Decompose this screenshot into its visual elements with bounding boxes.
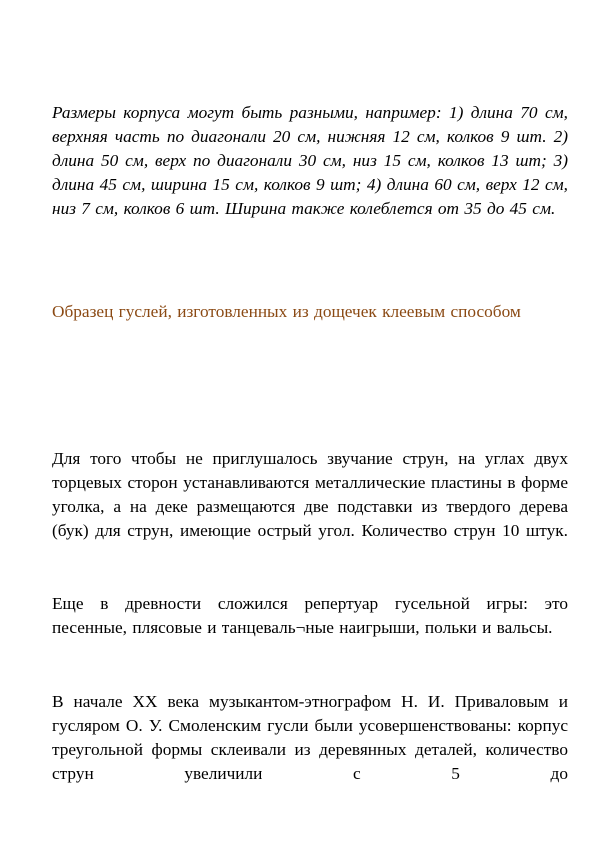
body-repertoire-paragraph: Еще в древности сложился репертуар гусельной игры: это песенные, плясовые и танцеваль¬ные наигрыши, польки и вальсы. xyxy=(52,594,568,637)
image-caption: Образец гуслей, изготовленных из дощечек клеевым способом xyxy=(52,302,521,321)
body-history-paragraph: В начале XX века музыкантом-этнографом Н. И. Приваловым и гусляром О. У. Смоленским гусли были усовершенствованы: корпус треугольной формы склеивали из деревянных деталей, количество струн увеличили с 5 до xyxy=(52,692,568,783)
body-strings-paragraph: Для того чтобы не приглушалось звучание струн, на углах двух торцевых сторон устанавливаются металлические пластины в форме уголка, а на деке размещаются две подставки из твердого дерева (бук) для струн, имеющие острый угол. Количество струн 10 штук. xyxy=(52,449,568,540)
body-size-variants-paragraph: Размеры корпуса могут быть разными, например: 1) длина 70 см, верхняя часть по диагонали 20 см, нижняя 12 см, колков 9 шт. 2) длина 50 см, верх по диагонали 30 см, низ 15 см, колков 13 шт; 3) длина 45 см, ширина 15 см, колков 9 шт; 4) длина 60 см, верх 12 см, низ 7 см, колков 6 шт. Ширина также колеблется от 35 до 45 см. xyxy=(52,103,568,218)
